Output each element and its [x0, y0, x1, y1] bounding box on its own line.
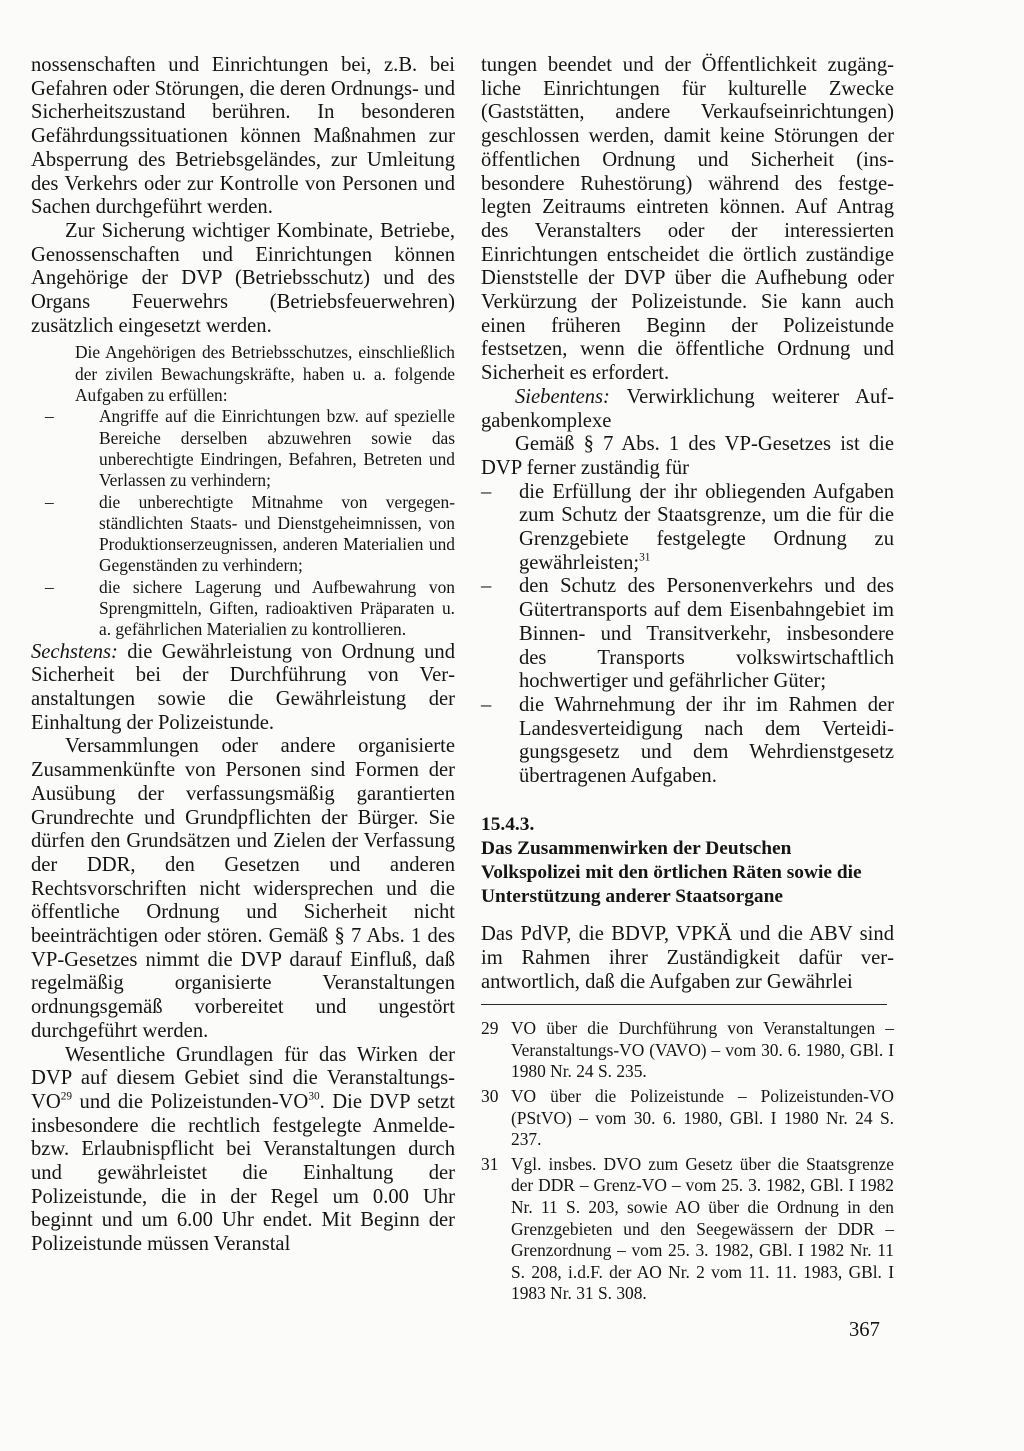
- section-title: Das Zusammenwirken der Deutschen Volkspolizei mit den örtlichen Räten sowie die Unterstützung anderer Staatsorgane: [481, 838, 862, 907]
- text-siebentens: Verwirklichung weiterer Aufgabenkomplexe: [481, 385, 894, 432]
- list-item: – die unberechtigte Mitnahme von vergegenständlichten Staats- und Dienstgeheimnissen, von Produktionserzeugnissen, anderen Materialien und Gegenständen zu verhindern;: [31, 492, 455, 577]
- footnote-number: 31: [481, 1153, 499, 1174]
- footnote-29: [481, 1018, 894, 1083]
- paragraph-pdvp: Das PdVP, die BDVP, VPKÄ und die ABV sind im Rahmen ihrer Zuständigkeit dafür verantwortlich, daß die Aufgaben zur Gewährlei: [481, 923, 894, 993]
- right-column: [481, 54, 894, 1308]
- list-item: – den Schutz des Personenverkehrs und des Gütertransports auf dem Eisenbahngebiet im Binnen- und Transitverkehr, insbesondere des Transports volkswirtschaftlich hochwertiger und gefährlicher Güter;: [481, 575, 894, 694]
- list-item-text: die Erfüllung der ihr obliegenden Aufgaben zum Schutz der Staatsgrenze, um die für die Grenzgebiete festgelegte Ordnung zu gewährleisten;: [519, 480, 894, 574]
- grundlagen-text-c: . Die DVP setzt insbesondere die rechtlich festgelegte Anmelde- bzw. Erlaubnispflicht bei Veranstaltungen durch und gewährleistet die Einhaltung der Polizeistunde, die in der Regel um 0.00 Uhr beginnt und um 6.00 Uhr endet. Mit Beginn der Polizeistunde müssen Veranstal: [31, 1090, 456, 1256]
- footnote-31: [481, 1154, 894, 1305]
- paragraph-versammlungen: Versammlungen oder andere organisierte Zusammenkünfte von Personen sind Formen der Ausübung der verfassungsmäßig garantierten Grundrechte und Grundpflichten der Bürger. Sie dürfen den Grundsätzen und Zielen der Verfassung der DDR, den Gesetzen und anderen Rechtsvorschriften nicht widersprechen und die öffentliche Ordnung und Sicherheit nicht beeinträchtigen oder stören. Gemäß § 7 Abs. 1 des VP-Gesetzes nimmt die DVP darauf Einfluß, daß regelmäßig organisierte Veranstaltungen ordnungsgemäß vorbereitet und ungestört durchgeführt werden.: [31, 735, 455, 1042]
- section-heading: [481, 813, 894, 908]
- small-print-block: [31, 342, 455, 640]
- paragraph-zustaendig: Gemäß § 7 Abs. 1 des VP-Gesetzes ist die DVP ferner zuständig für: [481, 433, 894, 479]
- section-number: 15.4.3.: [481, 813, 535, 835]
- left-column: [31, 54, 455, 1257]
- footnote-number: 29: [481, 1018, 499, 1039]
- footnote-text: VO über die Durchführung von Veranstaltungen – Veranstaltungs-VO (VAVO) – vom 30. 6. 1980, GBl. I 1980 Nr. 24 S. 235.: [511, 1018, 894, 1082]
- small-print-list: [31, 406, 455, 640]
- footnote-ref-31[interactable]: 31: [639, 551, 651, 564]
- paragraph-continued: tungen beendet und der Öffentlichkeit zugängliche Einrichtungen für kulturelle Zwecke (Gaststätten, andere Verkaufseinrichtungen) geschlossen werden, damit keine Störungen der öffentlichen Ordnung und Sicherheit (insbesondere Ruhestörung) während des festgelegten Zeitraums eintreten können. Auf Antrag des Veranstalters oder der interessierten Einrichtungen entscheidet die örtlich zuständige Dienststelle der DVP über die Aufhebung oder Verkürzung der Polizeistunde. Sie kann auch einen früheren Beginn der Polizeistunde festsetzen, wenn die öffentliche Ordnung und Sicherheit es erfordert.: [481, 54, 894, 385]
- small-print-intro: Die Angehörigen des Betriebsschutzes, einschließlich der zivilen Bewachungskräfte, haben u. a. folgende Aufgaben zu erfüllen:: [75, 342, 455, 406]
- footnote-number: 30: [481, 1086, 499, 1107]
- footnote-ref-29[interactable]: 29: [60, 1090, 73, 1103]
- responsibility-list: [481, 481, 894, 789]
- paragraph-sechstens: [31, 641, 455, 736]
- text-sechstens: die Gewährleistung von Ordnung und Sicherheit bei der Durchführung von Veranstaltungen sowie die Gewährleistung der Einhaltung der Polizeistunde.: [31, 640, 455, 734]
- grundlagen-text-a: Wesentliche Grundlagen für das Wirken der DVP auf diesem Gebiet sind die Veranstaltungs-VO: [31, 1043, 455, 1113]
- footnote-text: VO über die Polizeistunde – Polizeistunden-VO (PStVO) – vom 30. 6. 1980, GBl. I 1980 Nr. 24 S. 237.: [511, 1086, 894, 1150]
- paragraph-siebentens: [481, 386, 894, 433]
- page-number: 367: [849, 1319, 880, 1341]
- paragraph-1: nossenschaften und Einrichtungen bei, z.B. bei Gefahren oder Störungen, die deren Ordnungs- und Sicherheitszustand berühren. In besonderen Gefährdungssituationen können Maßnahmen zur Absperrung des Betriebsgeländes, zur Umleitung des Verkehrs oder zur Kontrolle von Personen und Sachen durchgeführt werden.: [31, 54, 455, 219]
- footnote-divider: [481, 1004, 887, 1005]
- footnote-30: [481, 1086, 894, 1151]
- list-item: – die sichere Lagerung und Aufbewahrung von Sprengmitteln, Giften, radioaktiven Präparaten u. a. gefährlichen Materialien zu kontrollieren.: [31, 577, 455, 641]
- paragraph-2: Zur Sicherung wichtiger Kombinate, Betriebe, Genossenschaften und Einrichtungen können Angehörige der DVP (Betriebsschutz) und des Organs Feuerwehrs (Betriebsfeuerwehren) zusätzlich eingesetzt werden.: [31, 219, 455, 337]
- footnote-text: Vgl. insbes. DVO zum Gesetz über die Staatsgrenze der DDR – Grenz-VO – vom 25. 3. 1982, GBl. I 1982 Nr. 11 S. 203, sowie AO über die Ordnung in den Grenzgebieten und den Seegewässern der DDR – Grenzordnung – vom 25. 3. 1982, GBl. I 1982 Nr. 11 S. 208, i.d.F. der AO Nr. 2 vom 11. 11. 1983, GBl. I 1983 Nr. 31 S. 308.: [511, 1153, 894, 1304]
- footnote-ref-30[interactable]: 30: [308, 1090, 320, 1103]
- list-item: – Angriffe auf die Einrichtungen bzw. auf spezielle Bereiche derselben abzuwehren sowie das unberechtigte Eindringen, Befahren, Betreten und Verlassen zu verhindern;: [31, 406, 455, 491]
- list-item: [481, 481, 894, 576]
- footnotes: [481, 1018, 894, 1305]
- grundlagen-text-b: und die Polizeistunden-VO: [72, 1090, 309, 1113]
- paragraph-grundlagen: [31, 1044, 455, 1257]
- list-item: – die Wahrnehmung der ihr im Rahmen der Landesverteidigung nach dem Verteidigungsgesetz und dem Wehrdienstgesetz übertragenen Aufgaben.: [481, 694, 894, 789]
- label-siebentens: Siebentens:: [514, 385, 610, 408]
- label-sechstens: Sechstens:: [31, 640, 118, 663]
